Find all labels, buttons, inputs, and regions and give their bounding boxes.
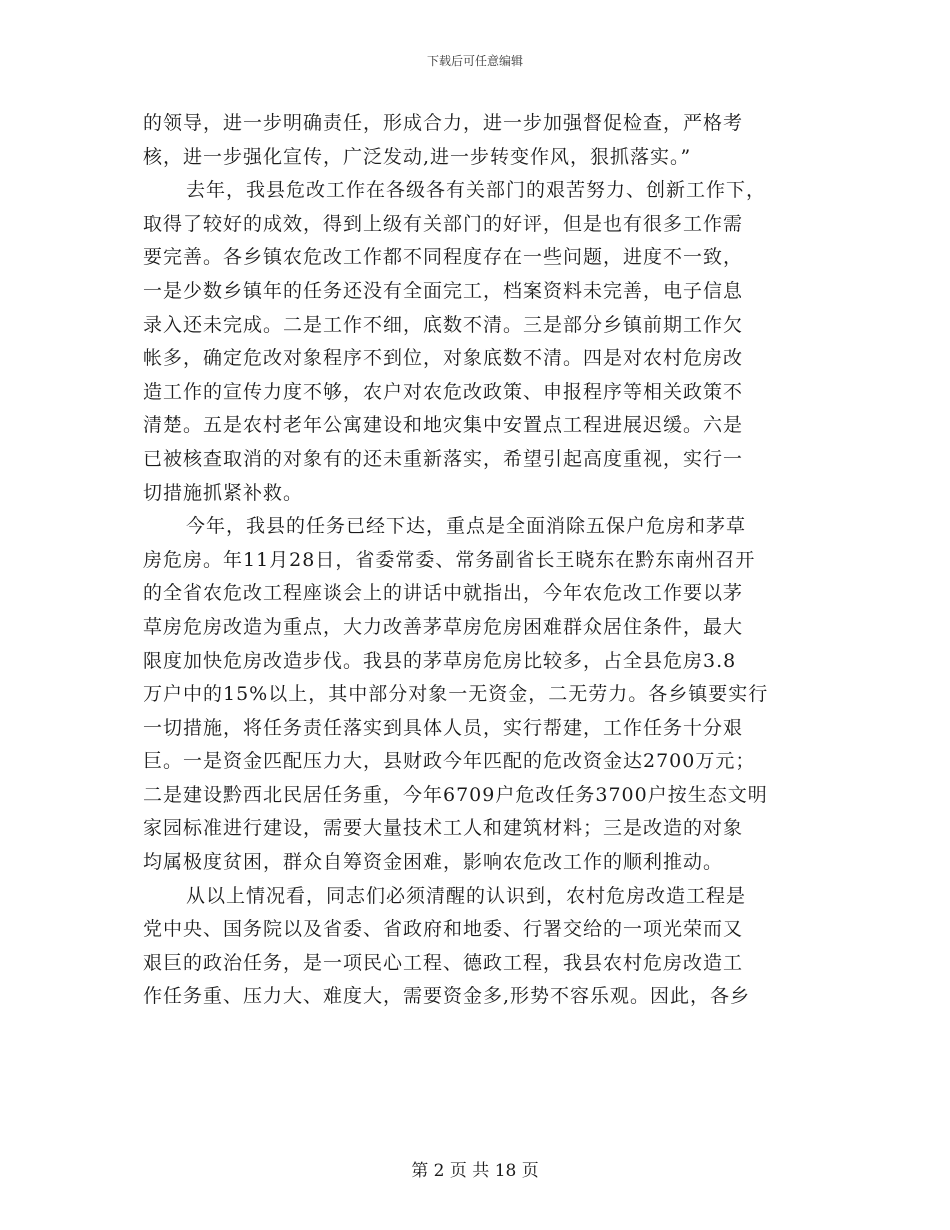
text-line: 作任务重、压力大、难度大，需要资金多,形势不容乐观。因此，各乡: [143, 985, 751, 1008]
text-line: 录入还未完成。二是工作不细，底数不清。三是部分乡镇前期工作欠: [143, 313, 744, 336]
document-body: [143, 107, 813, 1014]
paragraph-start-line: 从以上情况看，同志们必须清醒的认识到，农村危房改造工程是: [186, 884, 747, 907]
text-line: 草房危房改造为重点，大力改善茅草房危房困难群众居住条件，最大: [143, 615, 744, 638]
text-line: 造工作的宣传力度不够，农户对农危改政策、申报程序等相关政策不: [143, 380, 744, 403]
text-line: 的全省农危改工程座谈会上的讲话中就指出，今年农危改工作要以茅: [143, 582, 744, 605]
text-line: 党中央、国务院以及省委、省政府和地委、行署交给的一项光荣而又: [143, 918, 744, 941]
paragraph-start-line: 去年，我县危改工作在各级各有关部门的艰苦努力、创新工作下，: [186, 179, 767, 202]
text-line: 艰巨的政治任务，是一项民心工程、德政工程，我县农村危房改造工: [143, 951, 744, 974]
text-line: 一是少数乡镇年的任务还没有全面完工，档案资料未完善，电子信息: [143, 279, 744, 302]
text-line: 巨。一是资金匹配压力大，县财政今年匹配的危改资金达2700万元；: [143, 750, 756, 773]
text-line: 取得了较好的成效，得到上级有关部门的好评，但是也有很多工作需: [143, 212, 744, 235]
text-line: 已被核查取消的对象有的还未重新落实，希望引起高度重视，实行一: [143, 447, 744, 470]
page-footer: 第 2 页 共 18 页: [411, 1161, 539, 1181]
text-line: 要完善。各乡镇农危改工作都不同程度存在一些问题，进度不一致，: [143, 246, 744, 269]
text-line: 万户中的15%以上，其中部分对象一无资金，二无劳力。各乡镇要实行: [143, 683, 769, 706]
text-line: 二是建设黔西北民居任务重，今年6709户危改任务3700户按生态文明: [143, 783, 768, 806]
text-line: 均属极度贫困，群众自筹资金困难，影响农危改工作的顺利推动。: [143, 851, 724, 874]
text-line: 帐多，确定危改对象程序不到位，对象底数不清。四是对农村危房改: [143, 347, 744, 370]
text-line: 清楚。五是农村老年公寓建设和地灾集中安置点工程进展迟缓。六是: [143, 414, 744, 437]
text-line: 一切措施，将任务责任落实到具体人员，实行帮建，工作任务十分艰: [143, 716, 744, 739]
paragraph-start-line: 今年，我县的任务已经下达，重点是全面消除五保户危房和茅草: [186, 515, 747, 538]
text-line: 房危房。年11月28日，省委常委、常务副省长王晓东在黔东南州召开: [143, 548, 756, 571]
page-header: 下载后可任意编辑: [426, 54, 523, 68]
text-line: 家园标准进行建设，需要大量技术工人和建筑材料；三是改造的对象: [143, 817, 744, 840]
text-line: 切措施抓紧补救。: [143, 481, 304, 504]
text-line: 核，进一步强化宣传，广泛发动,进一步转变作风，狠抓落实。”: [143, 145, 692, 168]
text-line: 的领导，进一步明确责任，形成合力，进一步加强督促检查，严格考: [143, 112, 744, 134]
text-line: 限度加快危房改造步伐。我县的茅草房危房比较多，占全县危房3.8: [143, 649, 737, 672]
